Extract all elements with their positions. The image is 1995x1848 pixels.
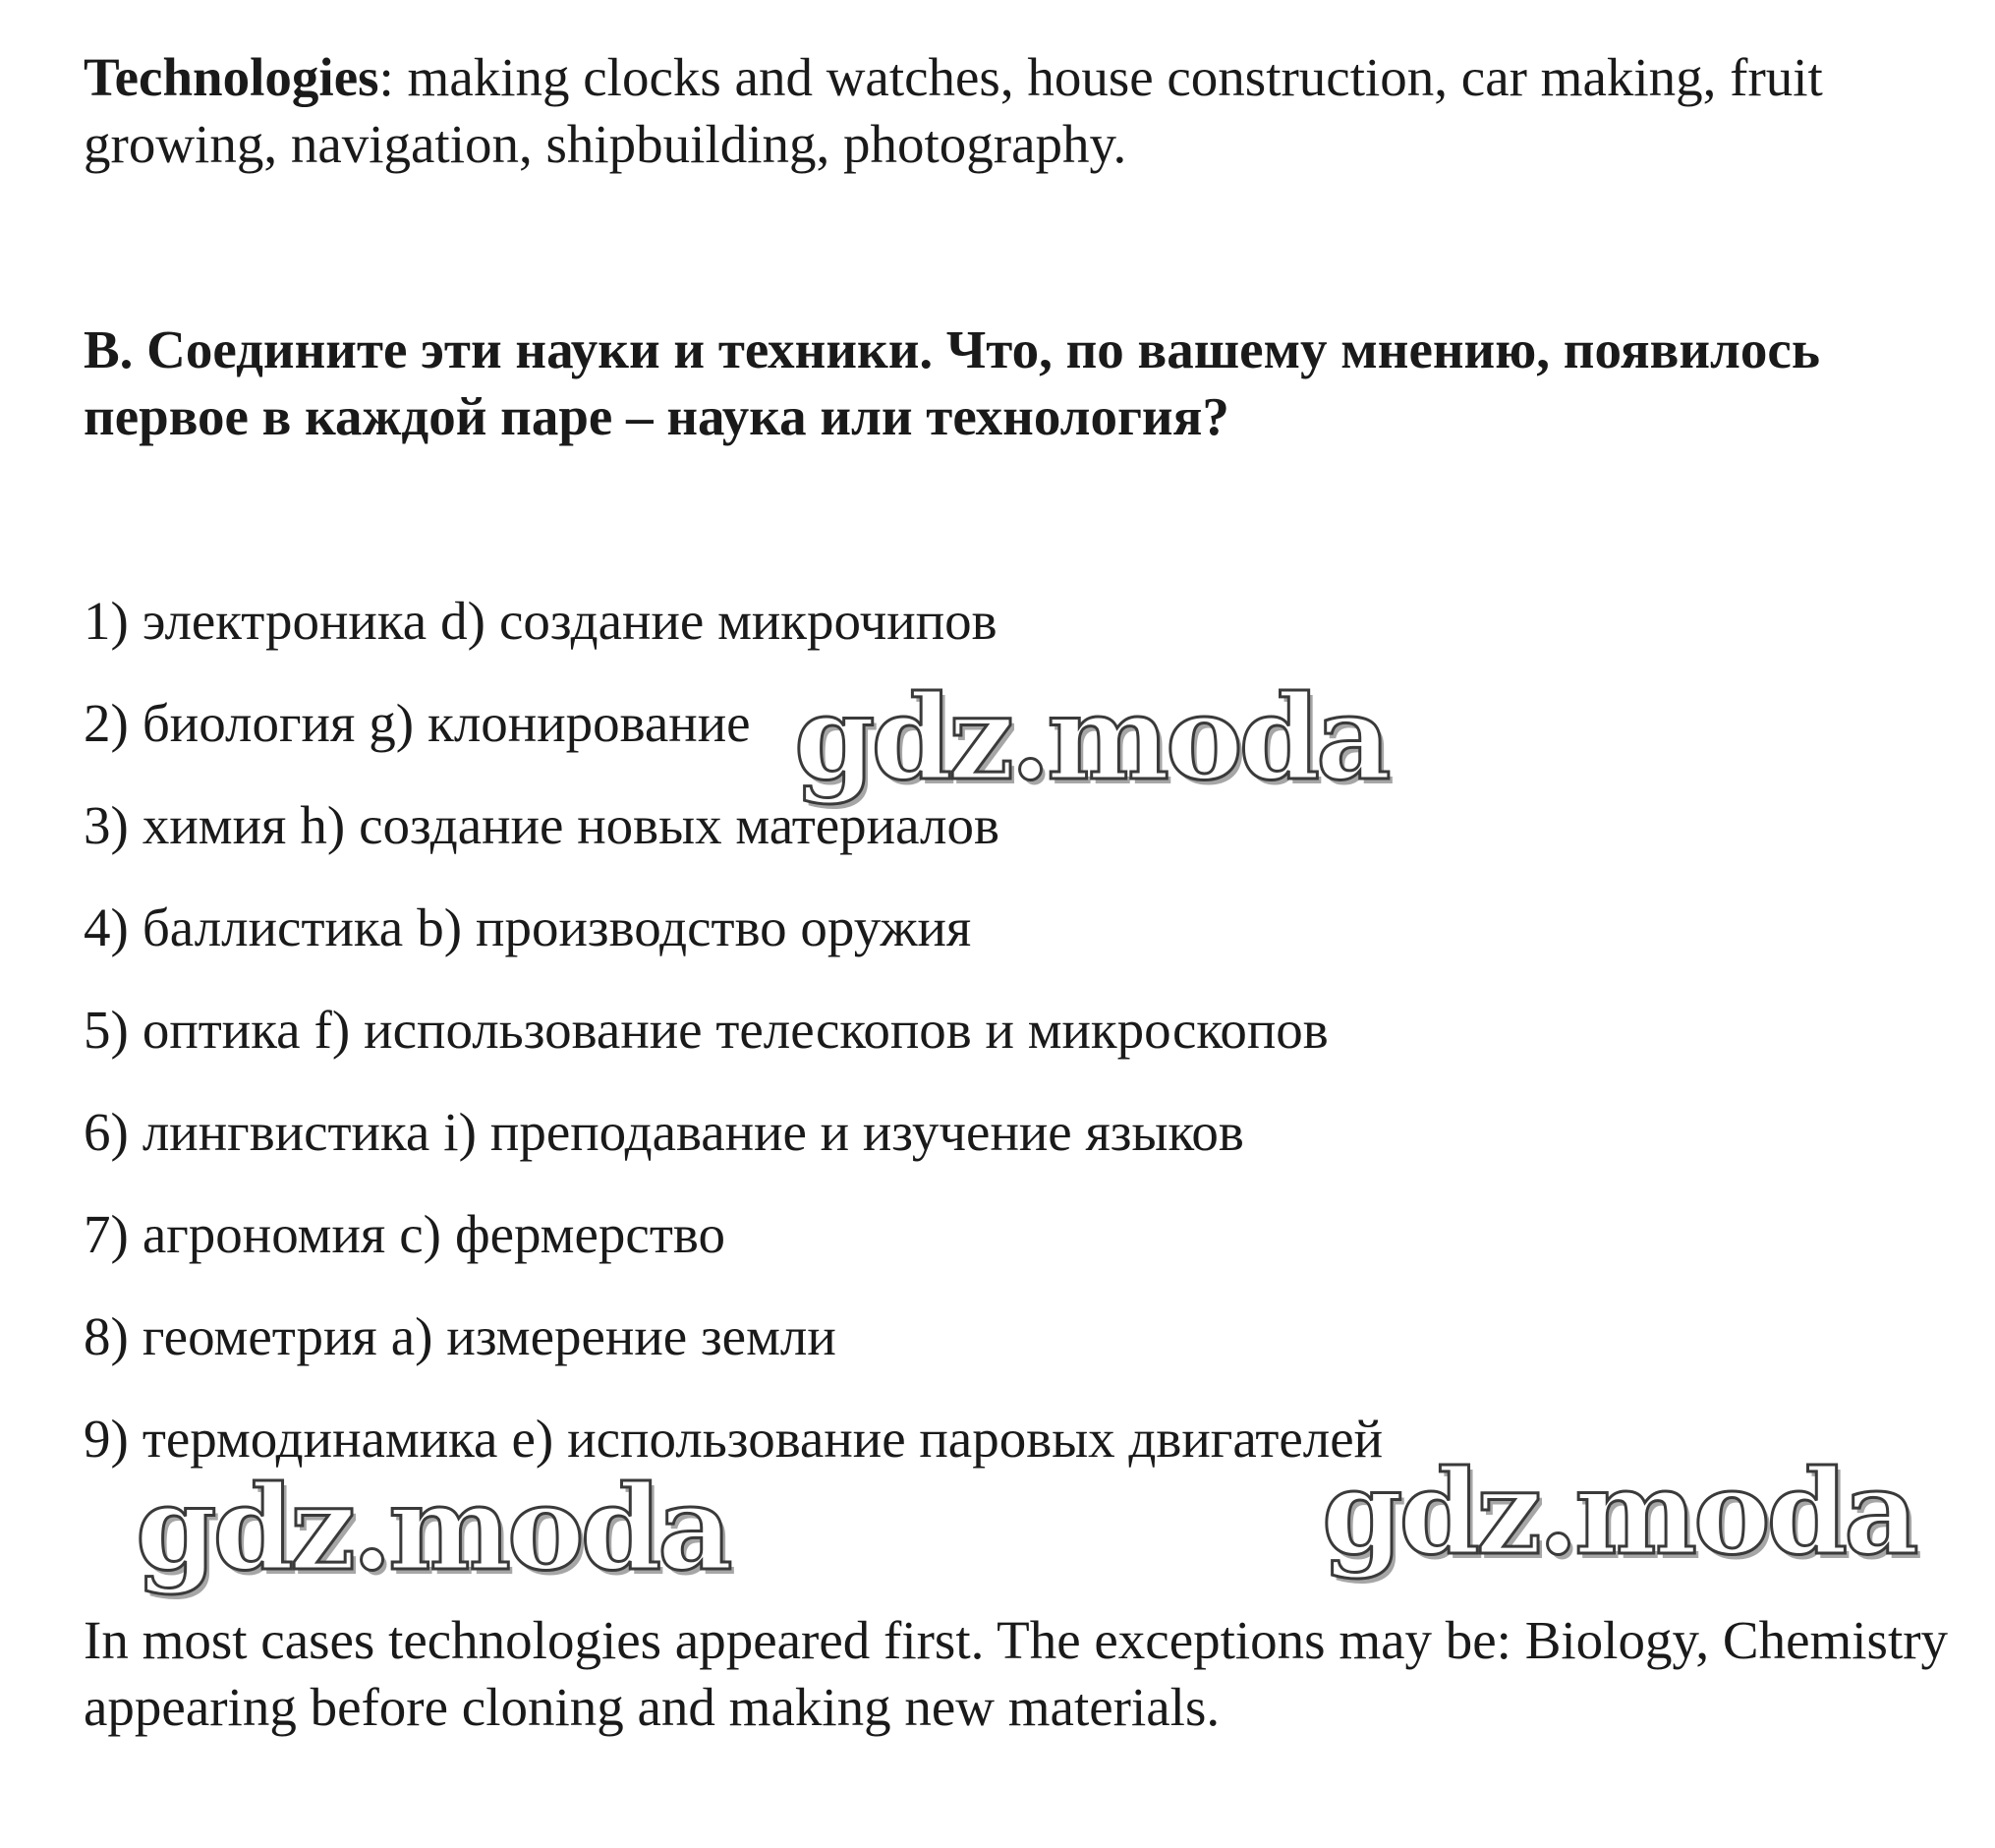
pair-technology: измерение земли xyxy=(446,1306,836,1366)
technologies-text: : making clocks and watches, house construction, car making, fruit growing, navigation, shipbuilding, photography. xyxy=(84,47,1823,174)
list-item xyxy=(84,792,1383,895)
list-item xyxy=(84,997,1383,1099)
pair-technology: производство оружия xyxy=(476,897,972,957)
pair-science: баллистика xyxy=(142,897,404,957)
answer-paragraph: In most cases technologies appeared first. The exceptions may be: Biology, Chemistry appearing before cloning and making new materials. xyxy=(84,1610,1949,1737)
pair-letter: c) xyxy=(399,1204,441,1264)
pair-science: биология xyxy=(142,693,356,753)
pair-technology: преподавание и изучение языков xyxy=(489,1102,1244,1162)
pair-science: лингвистика xyxy=(142,1102,430,1162)
pair-technology: создание новых материалов xyxy=(359,795,999,855)
technologies-label: Technologies xyxy=(84,47,379,107)
pair-technology: использование паровых двигателей xyxy=(567,1409,1384,1469)
pair-letter: f) xyxy=(314,1000,351,1060)
pair-letter: g) xyxy=(369,693,415,753)
pair-number: 6) xyxy=(84,1102,129,1162)
pair-technology: фермерство xyxy=(454,1204,725,1264)
watermark: gdz.moda xyxy=(794,669,1388,806)
list-item xyxy=(84,1099,1383,1201)
pair-letter: a) xyxy=(390,1306,433,1366)
pair-number: 8) xyxy=(84,1306,129,1366)
pair-letter: h) xyxy=(300,795,346,855)
pair-technology: создание микрочипов xyxy=(499,591,998,651)
pair-science: оптика xyxy=(142,1000,301,1060)
pair-letter: b) xyxy=(417,897,463,957)
pair-science: химия xyxy=(142,795,287,855)
pair-science: термодинамика xyxy=(142,1409,498,1469)
pair-number: 3) xyxy=(84,795,129,855)
pair-science: геометрия xyxy=(142,1306,377,1366)
pair-letter: d) xyxy=(440,591,485,651)
pair-letter: i) xyxy=(443,1102,477,1162)
pair-number: 9) xyxy=(84,1409,129,1469)
pair-number: 4) xyxy=(84,897,129,957)
watermark: gdz.moda xyxy=(1322,1444,1915,1581)
pair-science: агрономия xyxy=(142,1204,386,1264)
list-item xyxy=(84,1201,1383,1303)
task-heading: B. Соедините эти науки и техники. Что, по вашему мнению, появилось первое в каждой паре – наука или технология? xyxy=(84,319,1820,446)
pair-number: 7) xyxy=(84,1204,129,1264)
pair-technology: клонирование xyxy=(428,693,751,753)
list-item xyxy=(84,895,1383,997)
technologies-paragraph xyxy=(84,44,1970,178)
pair-number: 2) xyxy=(84,693,129,753)
pair-number: 5) xyxy=(84,1000,129,1060)
pair-letter: e) xyxy=(511,1409,554,1469)
watermark: gdz.moda xyxy=(136,1460,729,1596)
pair-number: 1) xyxy=(84,591,129,651)
pair-science: электроника xyxy=(142,591,428,651)
pair-technology: использование телескопов и микроскопов xyxy=(364,1000,1329,1060)
list-item xyxy=(84,1303,1383,1406)
